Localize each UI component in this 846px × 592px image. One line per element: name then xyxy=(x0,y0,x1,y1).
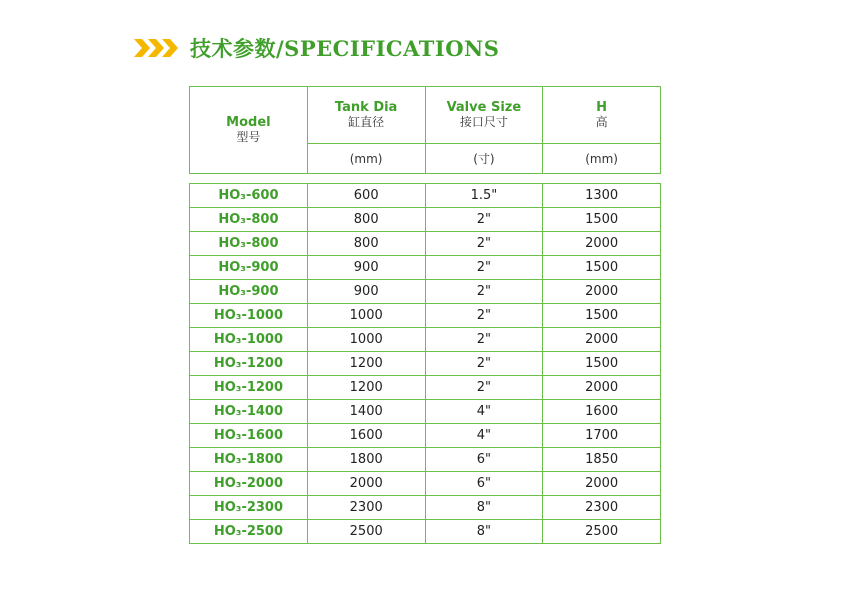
cell-valve-size: 4" xyxy=(425,424,543,448)
cell-model: HO₃-2500 xyxy=(190,520,308,544)
header-h-en: H xyxy=(596,100,608,115)
header-tank-unit: (mm) xyxy=(307,144,425,174)
table-row xyxy=(190,184,661,208)
header-valve-unit: (寸) xyxy=(425,144,543,174)
cell-height: 1300 xyxy=(543,184,661,208)
table-row xyxy=(190,256,661,280)
cell-height: 2000 xyxy=(543,232,661,256)
table-row xyxy=(190,496,661,520)
cell-height: 1600 xyxy=(543,400,661,424)
cell-tank-dia: 600 xyxy=(307,184,425,208)
cell-tank-dia: 2300 xyxy=(307,496,425,520)
spec-table-header xyxy=(189,86,661,174)
cell-valve-size: 2" xyxy=(425,352,543,376)
header-model-zh: 型号 xyxy=(236,130,261,144)
cell-tank-dia: 2500 xyxy=(307,520,425,544)
table-row xyxy=(190,352,661,376)
cell-model: HO₃-1000 xyxy=(190,304,308,328)
header-valve-en: Valve Size xyxy=(446,100,522,115)
cell-height: 1500 xyxy=(543,304,661,328)
cell-height: 2000 xyxy=(543,328,661,352)
cell-tank-dia: 1600 xyxy=(307,424,425,448)
table-row xyxy=(190,280,661,304)
cell-valve-size: 2" xyxy=(425,208,543,232)
cell-model: HO₃-800 xyxy=(190,232,308,256)
cell-model: HO₃-600 xyxy=(190,184,308,208)
header-valve xyxy=(425,87,543,144)
table-row xyxy=(190,208,661,232)
header-h-zh: 高 xyxy=(595,115,608,129)
cell-valve-size: 2" xyxy=(425,232,543,256)
table-row xyxy=(190,400,661,424)
header-model-en: Model xyxy=(226,115,271,130)
cell-model: HO₃-2000 xyxy=(190,472,308,496)
cell-model: HO₃-900 xyxy=(190,256,308,280)
cell-valve-size: 2" xyxy=(425,256,543,280)
cell-model: HO₃-1600 xyxy=(190,424,308,448)
cell-valve-size: 4" xyxy=(425,400,543,424)
cell-tank-dia: 1000 xyxy=(307,328,425,352)
cell-height: 1850 xyxy=(543,448,661,472)
table-row xyxy=(190,304,661,328)
spec-table-body xyxy=(189,183,661,544)
cell-tank-dia: 900 xyxy=(307,256,425,280)
cell-height: 2500 xyxy=(543,520,661,544)
table-row xyxy=(190,520,661,544)
section-title-row xyxy=(134,34,499,62)
cell-model: HO₃-1800 xyxy=(190,448,308,472)
header-h xyxy=(543,87,661,144)
cell-tank-dia: 1000 xyxy=(307,304,425,328)
cell-valve-size: 2" xyxy=(425,328,543,352)
table-row xyxy=(190,232,661,256)
table-row xyxy=(190,448,661,472)
cell-model: HO₃-1400 xyxy=(190,400,308,424)
table-row xyxy=(190,424,661,448)
cell-tank-dia: 900 xyxy=(307,280,425,304)
cell-height: 2000 xyxy=(543,472,661,496)
cell-tank-dia: 800 xyxy=(307,208,425,232)
cell-valve-size: 2" xyxy=(425,376,543,400)
cell-height: 1500 xyxy=(543,208,661,232)
cell-model: HO₃-1200 xyxy=(190,376,308,400)
cell-model: HO₃-800 xyxy=(190,208,308,232)
cell-tank-dia: 1200 xyxy=(307,352,425,376)
page-title: 技术参数/SPECIFICATIONS xyxy=(190,36,500,61)
table-row xyxy=(190,472,661,496)
chevrons-icon xyxy=(134,37,178,59)
table-row xyxy=(190,376,661,400)
cell-tank-dia: 2000 xyxy=(307,472,425,496)
cell-model: HO₃-1200 xyxy=(190,352,308,376)
cell-model: HO₃-2300 xyxy=(190,496,308,520)
cell-tank-dia: 1400 xyxy=(307,400,425,424)
cell-height: 2300 xyxy=(543,496,661,520)
header-valve-zh: 接口尺寸 xyxy=(459,115,508,129)
cell-valve-size: 2" xyxy=(425,280,543,304)
cell-valve-size: 1.5" xyxy=(425,184,543,208)
table-row xyxy=(190,328,661,352)
cell-tank-dia: 800 xyxy=(307,232,425,256)
header-tank-zh: 缸直径 xyxy=(348,115,385,129)
cell-model: HO₃-1000 xyxy=(190,328,308,352)
header-tank-en: Tank Dia xyxy=(334,100,398,115)
cell-height: 2000 xyxy=(543,280,661,304)
cell-valve-size: 8" xyxy=(425,496,543,520)
cell-valve-size: 2" xyxy=(425,304,543,328)
cell-height: 1500 xyxy=(543,256,661,280)
cell-tank-dia: 1800 xyxy=(307,448,425,472)
cell-valve-size: 8" xyxy=(425,520,543,544)
cell-height: 1700 xyxy=(543,424,661,448)
header-h-unit: (mm) xyxy=(543,144,661,174)
cell-tank-dia: 1200 xyxy=(307,376,425,400)
header-model xyxy=(190,87,308,174)
header-tank xyxy=(307,87,425,144)
cell-height: 2000 xyxy=(543,376,661,400)
cell-height: 1500 xyxy=(543,352,661,376)
cell-model: HO₃-900 xyxy=(190,280,308,304)
cell-valve-size: 6" xyxy=(425,448,543,472)
cell-valve-size: 6" xyxy=(425,472,543,496)
spec-rows xyxy=(190,184,661,544)
